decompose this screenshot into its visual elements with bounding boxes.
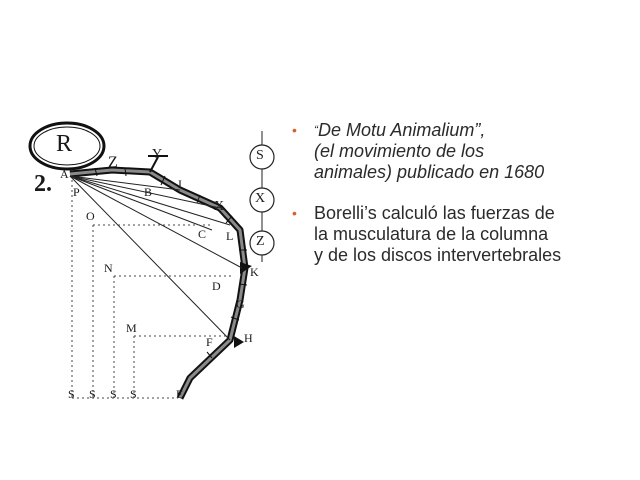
label-S-bottom: S: [68, 387, 75, 401]
opening-quote: “: [314, 123, 318, 137]
label-S-right: S: [256, 148, 264, 163]
label-E: E: [176, 387, 184, 401]
label-H: H: [244, 331, 253, 345]
label-F: F: [206, 335, 213, 349]
label-2: 2.: [34, 171, 52, 197]
bullet-line: Borelli’s calculó las fuerzas de: [314, 203, 555, 223]
bullet-borelli: [292, 203, 632, 266]
label-S-bottom: S: [130, 387, 137, 401]
bullet-line: la musculatura de la columna: [314, 224, 549, 244]
label-O: O: [86, 209, 95, 223]
bullet-line: animales) publicado en 1680: [314, 162, 545, 182]
label-B: B: [144, 185, 153, 199]
bullet-line: (el movimiento de los: [314, 141, 485, 161]
bullet-dot: •: [292, 122, 297, 138]
label-G: G: [236, 297, 245, 311]
label-D: D: [212, 279, 221, 293]
label-Y: Y: [152, 147, 163, 162]
label-R: R: [56, 131, 73, 157]
label-S-bottom: S: [110, 387, 117, 401]
spine-diagram: [0, 0, 290, 480]
bullet-text: [314, 203, 632, 266]
label-X: X: [214, 199, 225, 214]
label-A: A: [60, 167, 69, 181]
label-K: K: [250, 265, 259, 279]
label-I: I: [178, 177, 182, 191]
bullet-line: De Motu Animalium”,: [318, 120, 486, 140]
bullet-de-motu: [292, 120, 632, 183]
bullet-list: [292, 120, 632, 286]
label-M: M: [126, 321, 137, 335]
label-N: N: [104, 261, 113, 275]
bullet-dot: •: [292, 205, 297, 221]
borelli-engraving: [0, 0, 290, 480]
label-S-bottom: S: [89, 387, 96, 401]
bullet-text: [314, 120, 632, 183]
bullet-line: y de los discos intervertebrales: [314, 245, 562, 265]
label-Z-right: Z: [256, 234, 265, 249]
label-L: L: [226, 229, 234, 243]
label-C: C: [198, 227, 207, 241]
label-X-right: X: [255, 191, 266, 206]
label-Z: Z: [108, 154, 118, 171]
label-P: P: [73, 185, 80, 199]
